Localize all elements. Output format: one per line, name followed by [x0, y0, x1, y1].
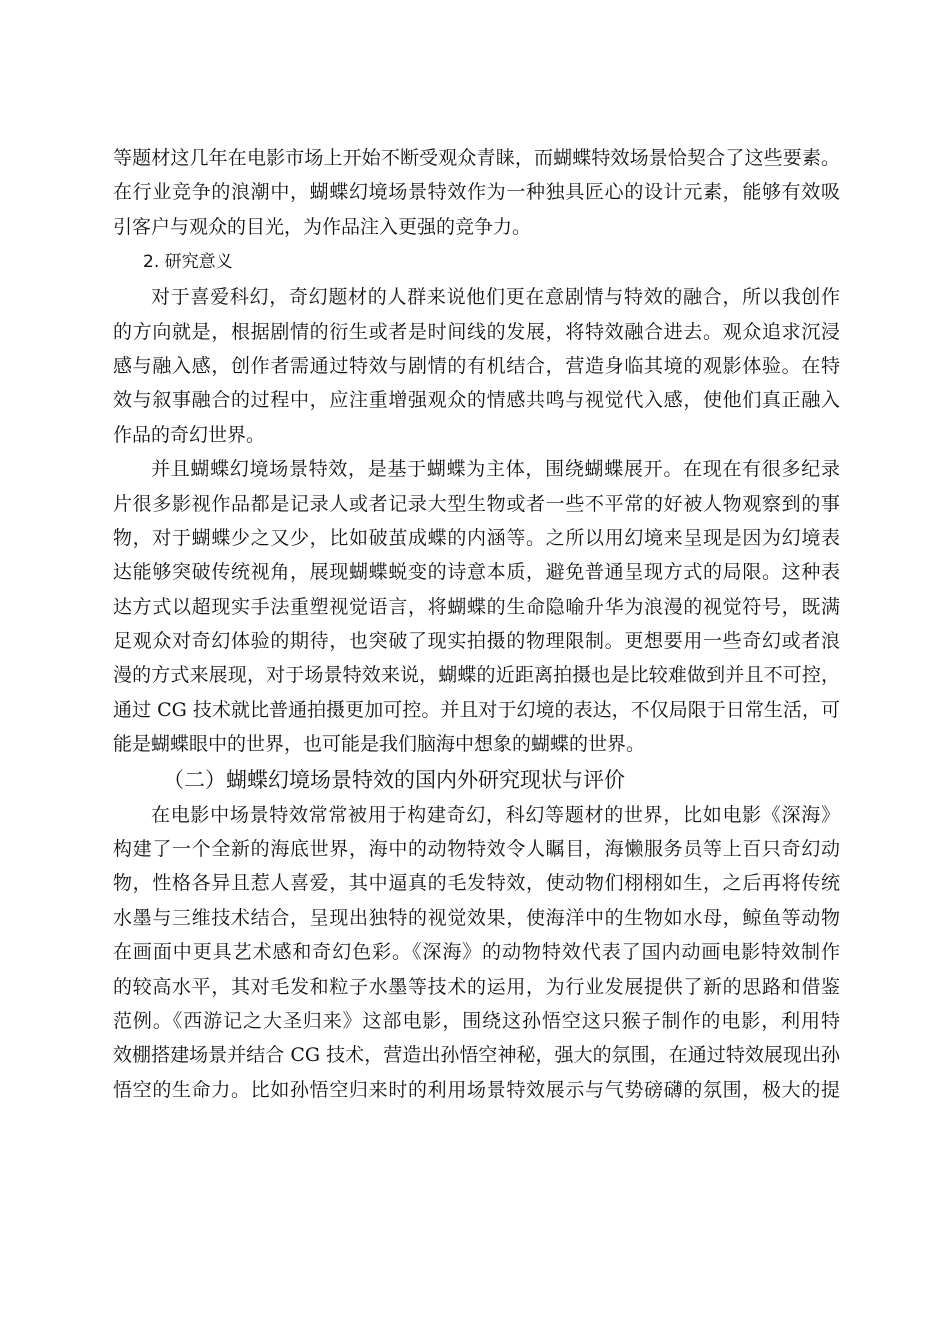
text-line: 并且蝴蝶幻境场景特效，是基于蝴蝶为主体，围绕蝴蝶展开。在现在有很多纪录 [151, 458, 840, 481]
text-line: 等题材这几年在电影市场上开始不断受观众青睐，而蝴蝶特效场景恰契合了这些要素。 [113, 147, 840, 169]
paragraph [113, 280, 840, 452]
text-line: 悟空的生命力。比如孙悟空归来时的利用场景特效展示与气势磅礴的氛围，极大的提 [113, 1078, 840, 1101]
text-line: 水墨与三维技术结合，呈现出独特的视觉效果，使海洋中的生物如水母，鲸鱼等动物 [113, 906, 840, 929]
text-line: 构建了一个全新的海底世界，海中的动物特效令人瞩目，海懒服务员等上百只奇幻动 [113, 838, 840, 861]
text-line: 足观众对奇幻体验的期待，也突破了现实拍摄的物理限制。更想要用一些奇幻或者浪 [113, 630, 840, 653]
text-line: 的方向就是，根据剧情的衍生或者是时间线的发展，将特效融合进去。观众追求沉浸 [113, 320, 840, 343]
text-line: 范例。《西游记之大圣归来》这部电影，围绕这孙悟空这只猴子制作的电影，利用特 [113, 1009, 840, 1032]
document-body [113, 141, 840, 1107]
text-line: 引客户与观众的目光，为作品注入更强的竞争力。 [113, 215, 532, 238]
text-line: 在行业竞争的浪潮中，蝴蝶幻境场景特效作为一种独具匠心的设计元素，能够有效吸 [113, 181, 840, 204]
text-line: 片很多影视作品都是记录人或者记录大型生物或者一些不平常的好被人物观察到的事 [113, 492, 840, 515]
text-line: 感与融入感，创作者需通过特效与剧情的有机结合，营造身临其境的观影体验。在特 [113, 354, 840, 377]
section-heading [113, 762, 840, 798]
text-line: 物，性格各异且惹人喜爱，其中逼真的毛发特效，使动物们栩栩如生，之后再将传统 [113, 872, 840, 895]
text-line: 达能够突破传统视角，展现蝴蝶蜕变的诗意本质，避免普通呈现方式的局限。这种表 [113, 561, 840, 584]
heading-text: （二）蝴蝶幻境场景特效的国内外研究现状与评价 [163, 767, 625, 792]
paragraph [113, 141, 840, 244]
text-line: 物，对于蝴蝶少之又少，比如破茧成蝶的内涵等。之所以用幻境来呈现是因为幻境表 [113, 526, 840, 549]
text-line: 效棚搭建场景并结合 CG 技术，营造出孙悟空神秘，强大的氛围，在通过特效展现出孙 [113, 1044, 840, 1067]
text-line: 漫的方式来展现，对于场景特效来说，蝴蝶的近距离拍摄也是比较难做到并且不可控， [113, 664, 840, 687]
text-line: 效与叙事融合的过程中，应注重增强观众的情感共鸣与视觉代入感，使他们真正融入 [113, 389, 840, 412]
text-line: 的较高水平，其对毛发和粒子水墨等技术的运用，为行业发展提供了新的思路和借鉴 [113, 975, 840, 998]
text-line: 在电影中场景特效常常被用于构建奇幻，科幻等题材的世界，比如电影《深海》 [151, 803, 840, 826]
paragraph [113, 452, 840, 762]
subsection-heading [113, 244, 840, 280]
heading-text: 2. 研究意义 [143, 252, 233, 273]
text-line: 能是蝴蝶眼中的世界，也可能是我们脑海中想象的蝴蝶的世界。 [113, 733, 646, 756]
text-line: 在画面中更具艺术感和奇幻色彩。《深海》的动物特效代表了国内动画电影特效制作 [113, 941, 840, 964]
text-line: 对于喜爱科幻，奇幻题材的人群来说他们更在意剧情与特效的融合，所以我创作 [151, 286, 840, 309]
text-line: 通过 CG 技术就比普通拍摄更加可控。并且对于幻境的表达，不仅局限于日常生活，可 [113, 698, 840, 721]
text-line: 作品的奇幻世界。 [113, 423, 266, 446]
text-line: 达方式以超现实手法重塑视觉语言，将蝴蝶的生命隐喻升华为浪漫的视觉符号，既满 [113, 595, 840, 618]
paragraph [113, 798, 840, 1108]
